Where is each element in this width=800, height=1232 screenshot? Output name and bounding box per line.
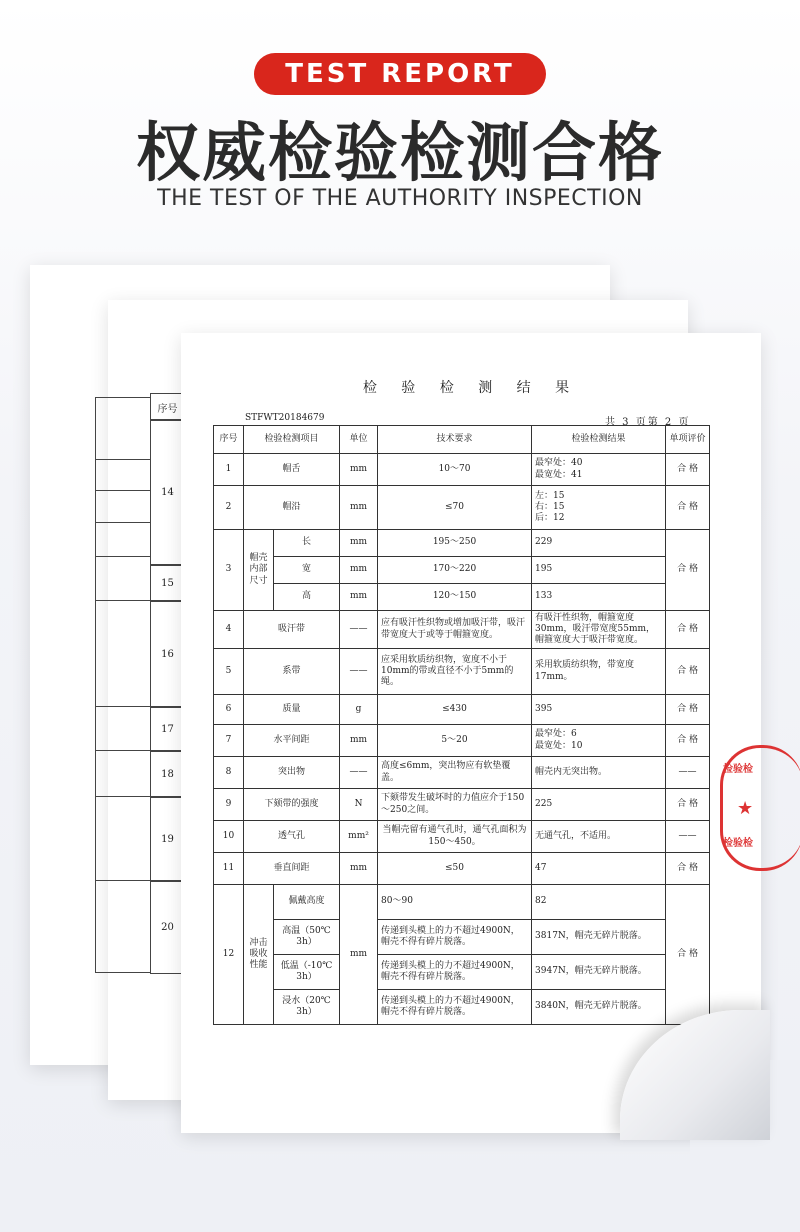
row-eval: —— bbox=[666, 821, 710, 853]
row-item: 浸水（20℃ 3h） bbox=[274, 990, 340, 1025]
row-item: 吸汗带 bbox=[244, 611, 340, 649]
row-eval: 合 格 bbox=[666, 486, 710, 530]
row-item: 高 bbox=[274, 584, 340, 611]
row-group: 冲击吸收性能 bbox=[244, 885, 274, 1025]
row-group: 帽壳内部尺寸 bbox=[244, 530, 274, 611]
header-cell: 单项评价 bbox=[666, 426, 710, 454]
table-row bbox=[214, 853, 710, 885]
row-no: 5 bbox=[214, 649, 244, 695]
row-unit: mm² bbox=[340, 821, 378, 853]
row-item: 帽舌 bbox=[244, 454, 340, 486]
row-item: 垂直间距 bbox=[244, 853, 340, 885]
row-no: 2 bbox=[214, 486, 244, 530]
header-cell: 检验检测项目 bbox=[244, 426, 340, 454]
row-unit: —— bbox=[340, 757, 378, 789]
table-row bbox=[214, 955, 710, 990]
row-no: 1 bbox=[214, 454, 244, 486]
row-item: 帽沿 bbox=[244, 486, 340, 530]
row-result: 395 bbox=[532, 695, 666, 725]
row-eval: 合 格 bbox=[666, 695, 710, 725]
back-table-line bbox=[95, 880, 150, 881]
table-header-row bbox=[214, 426, 710, 454]
table-row bbox=[214, 557, 710, 584]
table-row bbox=[214, 486, 710, 530]
row-req: 高度≤6mm，突出物应有软垫覆盖。 bbox=[378, 757, 532, 789]
row-req: 传递到头模上的力不超过4900N，帽壳不得有碎片脱落。 bbox=[378, 920, 532, 955]
table-row bbox=[214, 584, 710, 611]
row-eval: 合 格 bbox=[666, 789, 710, 821]
table-row bbox=[214, 695, 710, 725]
row-no: 6 bbox=[214, 695, 244, 725]
results-table bbox=[213, 425, 710, 1025]
row-unit: mm bbox=[340, 557, 378, 584]
back-table-line bbox=[95, 522, 150, 523]
back-row-number: 15 bbox=[150, 564, 185, 602]
back-table-line bbox=[95, 490, 150, 491]
test-report-badge: TEST REPORT bbox=[254, 53, 546, 95]
row-no: 9 bbox=[214, 789, 244, 821]
row-result: 帽壳内无突出物。 bbox=[532, 757, 666, 789]
row-unit: —— bbox=[340, 611, 378, 649]
table-row bbox=[214, 611, 710, 649]
table-row bbox=[214, 454, 710, 486]
row-no: 4 bbox=[214, 611, 244, 649]
row-item: 高温（50℃ 3h） bbox=[274, 920, 340, 955]
table-row bbox=[214, 725, 710, 757]
row-result: 195 bbox=[532, 557, 666, 584]
row-eval: 合 格 bbox=[666, 530, 710, 611]
back-table-line bbox=[95, 706, 150, 707]
row-eval: —— bbox=[666, 757, 710, 789]
row-eval: 合 格 bbox=[666, 454, 710, 486]
table-row bbox=[214, 821, 710, 853]
back-row-number: 16 bbox=[150, 600, 185, 708]
table-row bbox=[214, 649, 710, 695]
back-row-number: 18 bbox=[150, 750, 185, 798]
row-no: 11 bbox=[214, 853, 244, 885]
row-unit: N bbox=[340, 789, 378, 821]
page-title: 权威检验检测合格 bbox=[136, 117, 664, 191]
row-result: 3840N，帽壳无碎片脱落。 bbox=[532, 990, 666, 1025]
row-unit: mm bbox=[340, 486, 378, 530]
row-req: 80～90 bbox=[378, 885, 532, 920]
row-result: 最窄处：6 最宽处：10 bbox=[532, 725, 666, 757]
row-eval: 合 格 bbox=[666, 885, 710, 1025]
row-req: ≤50 bbox=[378, 853, 532, 885]
table-row bbox=[214, 885, 710, 920]
header-cell: 单位 bbox=[340, 426, 378, 454]
row-req: 应有吸汗性织物或增加吸汗带，吸汗带宽度大于或等于帽箍宽度。 bbox=[378, 611, 532, 649]
row-item: 水平间距 bbox=[244, 725, 340, 757]
table-row bbox=[214, 789, 710, 821]
row-result: 最窄处：40 最宽处：41 bbox=[532, 454, 666, 486]
row-result: 无通气孔，不适用。 bbox=[532, 821, 666, 853]
row-item: 透气孔 bbox=[244, 821, 340, 853]
back-table-left-border bbox=[95, 397, 151, 972]
row-req: 应采用软质纺织物，宽度不小于10mm的带或直径不小于5mm的绳。 bbox=[378, 649, 532, 695]
row-req: ≤70 bbox=[378, 486, 532, 530]
row-req: 5～20 bbox=[378, 725, 532, 757]
row-item: 系带 bbox=[244, 649, 340, 695]
inspection-stamp bbox=[720, 745, 800, 871]
row-unit: mm bbox=[340, 725, 378, 757]
row-req: 120～150 bbox=[378, 584, 532, 611]
stamp-text-top: 检验检 bbox=[723, 764, 753, 775]
row-req: 195～250 bbox=[378, 530, 532, 557]
back-row-number: 19 bbox=[150, 796, 185, 882]
back-table-line bbox=[95, 397, 150, 398]
stamp-star-icon: ★ bbox=[737, 798, 754, 819]
row-item: 低温（-10℃ 3h） bbox=[274, 955, 340, 990]
row-result: 133 bbox=[532, 584, 666, 611]
row-result: 82 bbox=[532, 885, 666, 920]
back-col-header: 序号 bbox=[150, 393, 185, 421]
row-req: 当帽壳留有通气孔时，通气孔面积为150～450。 bbox=[378, 821, 532, 853]
row-eval: 合 格 bbox=[666, 611, 710, 649]
row-item: 长 bbox=[274, 530, 340, 557]
report-sheet bbox=[181, 333, 761, 1133]
header-cell: 技术要求 bbox=[378, 426, 532, 454]
report-title: 检 验 检 测 结 果 bbox=[362, 380, 580, 396]
row-item: 下颏带的强度 bbox=[244, 789, 340, 821]
table-row bbox=[214, 920, 710, 955]
back-row-number: 20 bbox=[150, 880, 185, 974]
row-result: 左：15 右：15 后：12 bbox=[532, 486, 666, 530]
row-unit: mm bbox=[340, 584, 378, 611]
row-unit: mm bbox=[340, 885, 378, 1025]
table-row bbox=[214, 530, 710, 557]
row-result: 3947N，帽壳无碎片脱落。 bbox=[532, 955, 666, 990]
header-cell: 序号 bbox=[214, 426, 244, 454]
row-no: 3 bbox=[214, 530, 244, 611]
row-result: 3817N，帽壳无碎片脱落。 bbox=[532, 920, 666, 955]
back-table-line bbox=[95, 796, 150, 797]
row-unit: —— bbox=[340, 649, 378, 695]
back-table-line bbox=[95, 556, 150, 557]
row-item: 质量 bbox=[244, 695, 340, 725]
row-no: 10 bbox=[214, 821, 244, 853]
row-eval: 合 格 bbox=[666, 649, 710, 695]
row-result: 采用软质纺织物，带宽度17mm。 bbox=[532, 649, 666, 695]
row-eval: 合 格 bbox=[666, 853, 710, 885]
back-table-line bbox=[95, 459, 150, 460]
row-item: 佩戴高度 bbox=[274, 885, 340, 920]
back-row-number: 17 bbox=[150, 706, 185, 752]
row-no: 8 bbox=[214, 757, 244, 789]
back-table-line bbox=[95, 600, 150, 601]
row-no: 7 bbox=[214, 725, 244, 757]
row-unit: mm bbox=[340, 853, 378, 885]
row-result: 47 bbox=[532, 853, 666, 885]
row-req: 170～220 bbox=[378, 557, 532, 584]
row-req: 传递到头模上的力不超过4900N，帽壳不得有碎片脱落。 bbox=[378, 990, 532, 1025]
row-result: 225 bbox=[532, 789, 666, 821]
back-row-number: 14 bbox=[150, 419, 185, 566]
row-item: 宽 bbox=[274, 557, 340, 584]
table-row bbox=[214, 757, 710, 789]
row-req: ≤430 bbox=[378, 695, 532, 725]
table-row bbox=[214, 990, 710, 1025]
row-no: 12 bbox=[214, 885, 244, 1025]
row-req: 10～70 bbox=[378, 454, 532, 486]
row-unit: mm bbox=[340, 530, 378, 557]
row-req: 下颏带发生破坏时的力值应介于150～250之间。 bbox=[378, 789, 532, 821]
report-page-info: 共 3 页第 2 页 bbox=[605, 417, 691, 428]
report-code: STFWT20184679 bbox=[245, 413, 325, 423]
back-table-line bbox=[95, 750, 150, 751]
row-req: 传递到头模上的力不超过4900N，帽壳不得有碎片脱落。 bbox=[378, 955, 532, 990]
back-table-line bbox=[95, 972, 150, 973]
row-unit: mm bbox=[340, 454, 378, 486]
header-cell: 检验检测结果 bbox=[532, 426, 666, 454]
stamp-text-bottom: 检验检 bbox=[723, 838, 753, 849]
row-result: 有吸汗性织物，帽箍宽度30mm，吸汗带宽度55mm，帽箍宽度大于吸汗带宽度。 bbox=[532, 611, 666, 649]
page-subtitle: THE TEST OF THE AUTHORITY INSPECTION bbox=[157, 186, 643, 211]
row-item: 突出物 bbox=[244, 757, 340, 789]
row-unit: g bbox=[340, 695, 378, 725]
row-eval: 合 格 bbox=[666, 725, 710, 757]
row-result: 229 bbox=[532, 530, 666, 557]
